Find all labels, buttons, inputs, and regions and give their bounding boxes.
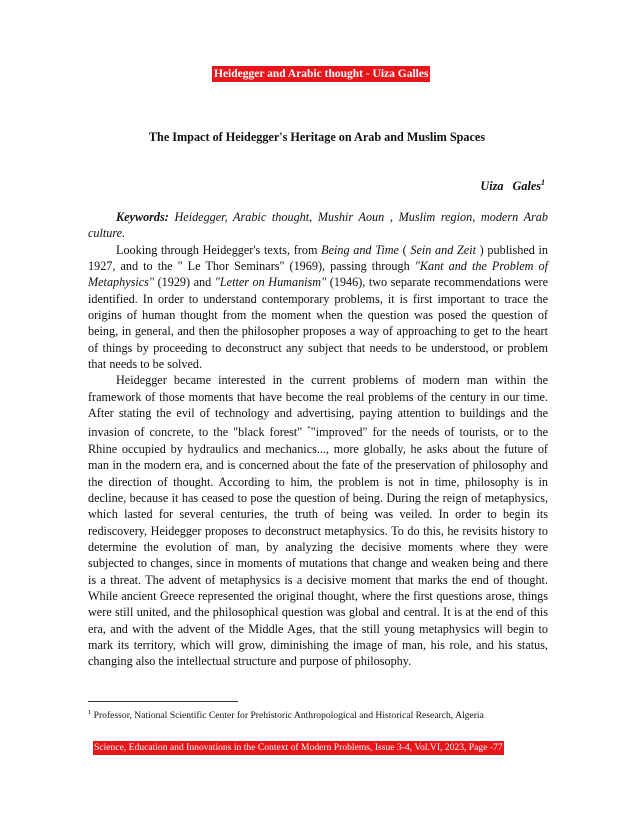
p1-book-title-letter: "Letter on Humanism" — [214, 275, 327, 290]
paper-title: The Impact of Heidegger's Heritage on Arab and Muslim Spaces — [148, 130, 486, 144]
keywords-text: Heidegger, Arabic thought, Mushir Aoun , Muslim region, modern Arab culture. — [88, 210, 548, 241]
keywords-paragraph — [88, 209, 548, 242]
p1-text: ( — [398, 242, 411, 257]
author-footnote-mark: 1 — [541, 178, 545, 187]
p2-text: "improved" for the needs of tourists, or to the Rhine occupied by hydraulics and mechanics..., more globally, he asks about the future of man in the modern era, and is concerned about the fate of the preservation of philosophy and the direction of thought. According to him, the problem is not in time, philosophy is in decline, because it has ceased to pose the question of being. During the reign of metaphysics, which lasted for several centuries, the truth of being was veiled. In order to begin its rediscovery, Heidegger proposes to deconstruct metaphysics. To do this, he revisits history to determine the evolution of man, by analyzing the decisive moments where they were subjected to changes, since in moments of mutations that change and weaken being and there is a threat. The advent of metaphysics is a decisive moment that marks the end of thought. While ancient Greece represented the original thought, where the first questions arose, things were still united, and the philosophical question was global and central. It is at the end of this era, and with the advent of the Middle Ages, that the still young metaphysics will begin to mark its territory, which will grow, diminishing the image of man, his role, and his status, changing also the intellectual structure and purpose of philosophy. — [88, 425, 548, 669]
author-name: Uiza Gales — [480, 179, 541, 194]
p1-text: ) published in 1927, and to the " Le Thor Seminars" (1969), passing through — [88, 242, 548, 274]
p2-text: Heidegger became interested in the current problems of modern man within the framework of those moments that have become the real problems of the century in our time. After stating the evil of technology and advertising, paying attention to buildings and the invasion of concrete, to the "black forest" — [88, 373, 548, 440]
p1-text: (1929) and — [154, 275, 215, 290]
header-banner: Heidegger and Arabic thought - Uiza Galles — [214, 68, 429, 80]
footnote-text: Professor, National Scientific Center for Prehistoric Anthropological and Historical Research, Algeria — [91, 710, 484, 722]
p1-book-title-kant: "Kant and the Problem of Metaphysics" — [88, 259, 548, 290]
p1-book-title: Being and Time — [321, 242, 399, 257]
p1-text: (1946), two separate recommendations were identified. In order to understand contemporary problems, it is first important to trace the origins of human thought from the moment when the question was posed the question of being, in general, and then the philosopher proposes a way of approaching to get to the heart of things by proceeding to deconstruct any subject that needs to be understood, or problem that needs to be solved. — [88, 275, 548, 372]
paragraph-1 — [88, 242, 548, 373]
p1-text: Looking through Heidegger's texts, from — [116, 242, 322, 257]
footnote-divider — [88, 701, 238, 702]
p2-star-note: * — [307, 425, 311, 434]
p1-book-title-german: Sein and Zeit — [410, 242, 476, 257]
footnote-mark: 1 — [88, 709, 92, 716]
footnote — [88, 707, 558, 722]
paragraph-2 — [88, 372, 548, 669]
keywords-label: Keywords: — [116, 210, 169, 224]
article-body — [88, 209, 548, 670]
author-line — [480, 178, 545, 194]
footer-banner: Science, Education and Innovations in the Context of Modern Problems, Issue 3-4, Vol.VI, 2023, Page -77 — [94, 742, 503, 753]
